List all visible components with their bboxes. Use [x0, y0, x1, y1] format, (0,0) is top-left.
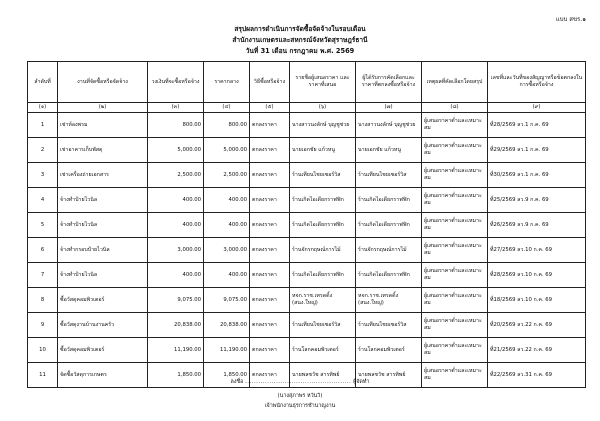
reason-cell: ผู้เสนอราคาต่ำและเหมาะสม [422, 188, 488, 213]
table-row [28, 238, 586, 263]
item-cell: ซื้อวัสดุคอมพิวเตอร์ [58, 338, 148, 363]
table-row [28, 213, 586, 238]
index-cell: (๒) [58, 103, 148, 113]
contract-cell: ที่30/2569 ลว.1 ก.ค. 69 [488, 163, 586, 188]
reason-cell: ผู้เสนอราคาต่ำและเหมาะสม [422, 213, 488, 238]
index-cell: (๗) [356, 103, 422, 113]
winner-cell: ร้านเกิดไอเดียกราฟฟิก [356, 263, 422, 288]
table-row [28, 288, 586, 313]
row-number: 8 [28, 288, 58, 313]
item-cell: เช่าอาคารเก็บพัสดุ [58, 138, 148, 163]
item-cell: ซื้อวัสดุคอมพิวเตอร์ [58, 288, 148, 313]
row-number: 1 [28, 113, 58, 138]
winner-cell: ร้านเกิดไอเดียกราฟฟิก [356, 188, 422, 213]
table-row [28, 263, 586, 288]
title-line: สำนักงานเกษตรและสหกรณ์จังหวัดสุราษฎร์ธานี [232, 36, 368, 44]
winner-cell: นายพลชวัช สารทิพย์ [356, 363, 422, 388]
method-cell: ตกลงราคา [250, 338, 290, 363]
reason-cell: ผู้เสนอราคาต่ำและเหมาะสม [422, 263, 488, 288]
header-cell: วงเงินที่จะซื้อหรือจ้าง [148, 62, 204, 103]
method-cell: ตกลงราคา [250, 363, 290, 388]
bidder-cell: ร้านจักรกฤษณ์การไม้ [290, 238, 356, 263]
procurement-table [27, 61, 586, 388]
document-title [0, 24, 600, 57]
bidder-cell: นายพลชวัช สารทิพย์ [290, 363, 356, 388]
method-cell: ตกลงราคา [250, 138, 290, 163]
winner-cell: นายเอกชัย แก้วหนู [356, 138, 422, 163]
method-cell: ตกลงราคา [250, 238, 290, 263]
budget-cell: 20,838.00 [148, 313, 204, 338]
item-cell: ซื้อวัสดุงานบ้านงานครัว [58, 313, 148, 338]
budget-cell: 1,850.00 [148, 363, 204, 388]
method-cell: ตกลงราคา [250, 288, 290, 313]
item-cell: จ้างทำป้ายไวนิล [58, 263, 148, 288]
signer-name: (นางสุภาพร หวันวิ) [277, 393, 323, 399]
winner-cell: หจก.ราช.เทรดดิ้ง (สนง.ใหญ่) [356, 288, 422, 313]
bidder-cell: หจก.ราช.เทรดดิ้ง (สนง.ใหญ่) [290, 288, 356, 313]
row-number: 5 [28, 213, 58, 238]
contract-cell: ที่28/2569 ลว.1 ก.ค. 69 [488, 113, 586, 138]
index-cell: (๖) [290, 103, 356, 113]
row-number: 11 [28, 363, 58, 388]
table-row [28, 338, 586, 363]
median-price-cell: 3,000.00 [204, 238, 250, 263]
contract-cell: ที่27/2569 ลว.10 ก.ค. 69 [488, 238, 586, 263]
bidder-cell: นางสาวนงลักษ์ บุญชูช่วย [290, 113, 356, 138]
row-number: 9 [28, 313, 58, 338]
reason-cell: ผู้เสนอราคาต่ำและเหมาะสม [422, 288, 488, 313]
median-price-cell: 5,000.00 [204, 138, 250, 163]
reason-cell: ผู้เสนอราคาต่ำและเหมาะสม [422, 138, 488, 163]
reason-cell: ผู้เสนอราคาต่ำและเหมาะสม [422, 238, 488, 263]
header-row [28, 62, 586, 103]
median-price-cell: 400.00 [204, 263, 250, 288]
table-row [28, 113, 586, 138]
budget-cell: 800.00 [148, 113, 204, 138]
index-cell: (๕) [250, 103, 290, 113]
table-row [28, 313, 586, 338]
signature-line [0, 378, 600, 386]
contract-cell: ที่20/2569 ลว.22 ก.ค. 69 [488, 313, 586, 338]
median-price-cell: 800.00 [204, 113, 250, 138]
row-number: 2 [28, 138, 58, 163]
index-cell: (๓) [148, 103, 204, 113]
bidder-cell: ร้านเทียนไชยเซอร์วิส [290, 163, 356, 188]
median-price-cell: 11,190.00 [204, 338, 250, 363]
method-cell: ตกลงราคา [250, 188, 290, 213]
method-cell: ตกลงราคา [250, 263, 290, 288]
reason-cell: ผู้เสนอราคาต่ำและเหมาะสม [422, 113, 488, 138]
header-cell: ลำดับที่ [28, 62, 58, 103]
budget-cell: 5,000.00 [148, 138, 204, 163]
signer-position: เจ้าพนักงานธุรการชำนาญงาน [264, 403, 336, 409]
winner-cell: ร้านเกิดไอเดียกราฟฟิก [356, 213, 422, 238]
contract-cell: ที่18/2569 ลว.10 ก.ค. 69 [488, 288, 586, 313]
item-cell: เช่าเครื่องถ่ายเอกสาร [58, 163, 148, 188]
item-cell: จ้างทำป้ายไวนิล [58, 188, 148, 213]
bidder-cell: ร้านเกิดไอเดียกราฟฟิก [290, 188, 356, 213]
row-number: 7 [28, 263, 58, 288]
bidder-cell: ร้านเทียนไชยเซอร์วิส [290, 313, 356, 338]
header-cell: เหตุผลที่คัดเลือกโดยสรุป [422, 62, 488, 103]
budget-cell: 9,075.00 [148, 288, 204, 313]
bidder-cell: ร้านโลกคอมพิวเตอร์ [290, 338, 356, 363]
budget-cell: 400.00 [148, 213, 204, 238]
reason-cell: ผู้เสนอราคาต่ำและเหมาะสม [422, 163, 488, 188]
index-cell: (๘) [422, 103, 488, 113]
index-cell: (๔) [204, 103, 250, 113]
reason-cell: ผู้เสนอราคาต่ำและเหมาะสม [422, 338, 488, 363]
table-row [28, 138, 586, 163]
table-row [28, 188, 586, 213]
row-number: 3 [28, 163, 58, 188]
header-cell: ราคากลาง [204, 62, 250, 103]
header-cell: งานที่จัดซื้อหรือจัดจ้าง [58, 62, 148, 103]
contract-cell: ที่26/2569 ลว.9 ก.ค. 69 [488, 213, 586, 238]
index-row [28, 103, 586, 113]
method-cell: ตกลงราคา [250, 113, 290, 138]
index-cell: (๙) [488, 103, 586, 113]
header-cell: วิธีซื้อหรือจ้าง [250, 62, 290, 103]
bidder-cell: นายเอกชัย แก้วหนู [290, 138, 356, 163]
reason-cell: ผู้เสนอราคาต่ำและเหมาะสม [422, 313, 488, 338]
form-code: แบบ สขร.๑ [555, 16, 586, 23]
row-number: 4 [28, 188, 58, 213]
contract-cell: ที่29/2569 ลว.1 ก.ค. 69 [488, 138, 586, 163]
title-line: สรุปผลการดำเนินการจัดซื้อจัดจ้างในรอบเดือน [234, 25, 366, 33]
budget-cell: 400.00 [148, 188, 204, 213]
median-price-cell: 9,075.00 [204, 288, 250, 313]
median-price-cell: 20,838.00 [204, 313, 250, 338]
row-number: 6 [28, 238, 58, 263]
method-cell: ตกลงราคา [250, 313, 290, 338]
budget-cell: 11,190.00 [148, 338, 204, 363]
winner-cell: ร้านโลกคอมพิวเตอร์ [356, 338, 422, 363]
method-cell: ตกลงราคา [250, 213, 290, 238]
contract-cell: ที่22/2569 ลว.31 ก.ค. 69 [488, 363, 586, 388]
contract-cell: ที่28/2569 ลว.10 ก.ค. 69 [488, 263, 586, 288]
method-cell: ตกลงราคา [250, 163, 290, 188]
median-price-cell: 1,850.00 [204, 363, 250, 388]
table-row [28, 163, 586, 188]
item-cell: เช่าห้องพรม [58, 113, 148, 138]
header-cell: ผู้ได้รับการคัดเลือกและราคาที่ตกลงซื้อหรือจ้าง [356, 62, 422, 103]
header-cell: รายชื่อผู้เสนอราคา และราคาที่เสนอ [290, 62, 356, 103]
winner-cell: ร้านเทียนไชยเซอร์วิส [356, 313, 422, 338]
contract-cell: ที่25/2569 ลว.9 ก.ค. 69 [488, 188, 586, 213]
median-price-cell: 400.00 [204, 188, 250, 213]
title-line: วันที่ 31 เดือน กรกฎาคม พ.ศ. 2569 [245, 47, 355, 55]
item-cell: จัดซื้อวัสดุการเกษตร [58, 363, 148, 388]
header-cell: เลขที่และวันที่ของสัญญาหรือข้อตกลงในการซื้อหรือจ้าง [488, 62, 586, 103]
signature-dots: ................................................ [245, 379, 352, 385]
reason-cell: ผู้เสนอราคาต่ำและเหมาะสม [422, 363, 488, 388]
sign-label: ลงชื่อ [230, 379, 244, 385]
budget-cell: 3,000.00 [148, 238, 204, 263]
budget-cell: 2,500.00 [148, 163, 204, 188]
role-label: ผู้จัดทำ [353, 379, 370, 385]
item-cell: จ้างทำป้ายไวนิล [58, 213, 148, 238]
winner-cell: ร้านจักรกฤษณ์การไม้ [356, 238, 422, 263]
row-number: 10 [28, 338, 58, 363]
contract-cell: ที่21/2569 ลว.22 ก.ค. 69 [488, 338, 586, 363]
bidder-cell: ร้านเกิดไอเดียกราฟฟิก [290, 213, 356, 238]
bidder-cell: ร้านเกิดไอเดียกราฟฟิก [290, 263, 356, 288]
winner-cell: ร้านเทียนไชยเซอร์วิส [356, 163, 422, 188]
winner-cell: นางสาวนงลักษ์ บุญชูช่วย [356, 113, 422, 138]
index-cell: (๑) [28, 103, 58, 113]
budget-cell: 400.00 [148, 263, 204, 288]
median-price-cell: 2,500.00 [204, 163, 250, 188]
median-price-cell: 400.00 [204, 213, 250, 238]
item-cell: จ้างทำกรอบป้ายไวนิล [58, 238, 148, 263]
